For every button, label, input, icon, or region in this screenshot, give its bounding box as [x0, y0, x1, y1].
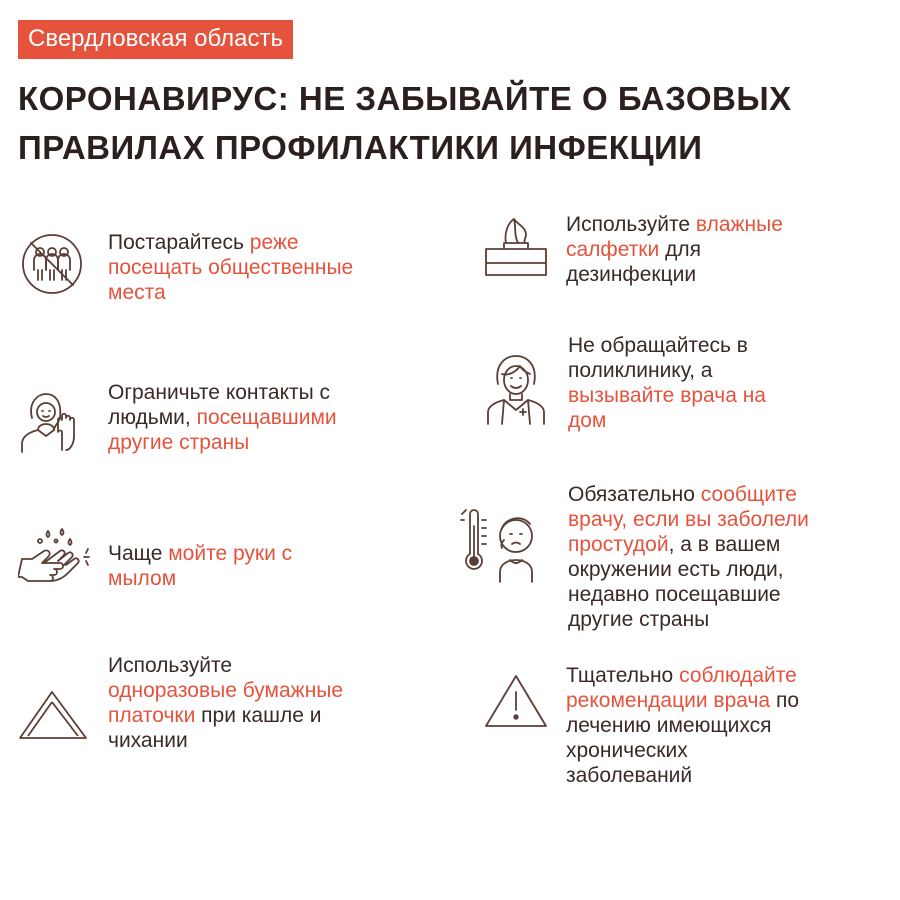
tip-text: при кашле и [195, 704, 322, 727]
tip-text: Не обращайтесь в [568, 334, 748, 357]
tip-highlight: соблюдайте [679, 664, 797, 687]
page-title [18, 74, 878, 172]
tip-text: Обязательно [568, 483, 701, 506]
tip-text: поликлинику, а [568, 359, 713, 382]
tip-highlight: другие страны [108, 431, 250, 454]
tip-highlight: влажные [695, 213, 783, 236]
tip-text: Используйте [566, 213, 696, 236]
tissue-box-icon [484, 215, 548, 279]
tip-text: Ограничьте контакты с [108, 381, 331, 404]
tip-highlight: посещать общественные [108, 256, 354, 279]
woman-stop-hand-icon [18, 388, 86, 456]
tip-highlight: вызывайте врача на [568, 384, 766, 407]
region-tag: Свердловская область [18, 20, 293, 59]
tip-text: Тщательно [566, 664, 680, 687]
tip-text: дезинфекции [566, 263, 697, 286]
tip-text: заболеваний [566, 764, 693, 787]
tip-text: недавно посещавшие [568, 583, 781, 606]
tip-highlight: сообщите [700, 483, 797, 506]
tip-highlight: мылом [108, 567, 177, 590]
page-title-line-2: ПРАВИЛАХ ПРОФИЛАКТИКИ ИНФЕКЦИИ [18, 129, 703, 166]
page-title-line-1: КОРОНАВИРУС: НЕ ЗАБЫВАЙТЕ О БАЗОВЫХ [18, 80, 792, 117]
paper-tissue-icon [18, 688, 90, 742]
tip-highlight: простудой [568, 533, 669, 556]
tip-highlight: врачу, если вы заболели [568, 508, 809, 531]
tip-highlight: посещавшими [196, 406, 337, 429]
tip-highlight: реже [249, 231, 299, 254]
tip-text: лечению имеющихся [566, 714, 772, 737]
tip-text: Постарайтесь [108, 231, 250, 254]
tip-text: по [770, 689, 799, 712]
tip-text: другие страны [568, 608, 710, 631]
tip-text: , а в вашем [668, 533, 781, 556]
sick-person-thermometer-icon [460, 506, 548, 584]
tip-highlight: салфетки [566, 238, 660, 261]
warning-icon [484, 672, 548, 730]
tip-text: Чаще [108, 542, 169, 565]
tip-highlight: места [108, 281, 166, 304]
tip-text: людьми, [108, 406, 197, 429]
washing-hands-icon [18, 525, 92, 595]
tip-highlight: платочки [108, 704, 196, 727]
tip-text: чихании [108, 729, 188, 752]
tip-text: для [659, 238, 701, 261]
tip-text: окружении есть люди, [568, 558, 784, 581]
tip-text: хронических [566, 739, 688, 762]
no-crowd-icon [20, 232, 84, 296]
tip-text: Используйте [108, 654, 233, 677]
tip-highlight: рекомендации врача [566, 689, 771, 712]
doctor-icon [484, 352, 548, 426]
tip-highlight: дом [568, 409, 607, 432]
tip-highlight: мойте руки с [168, 542, 293, 565]
tip-highlight: одноразовые бумажные [108, 679, 344, 702]
